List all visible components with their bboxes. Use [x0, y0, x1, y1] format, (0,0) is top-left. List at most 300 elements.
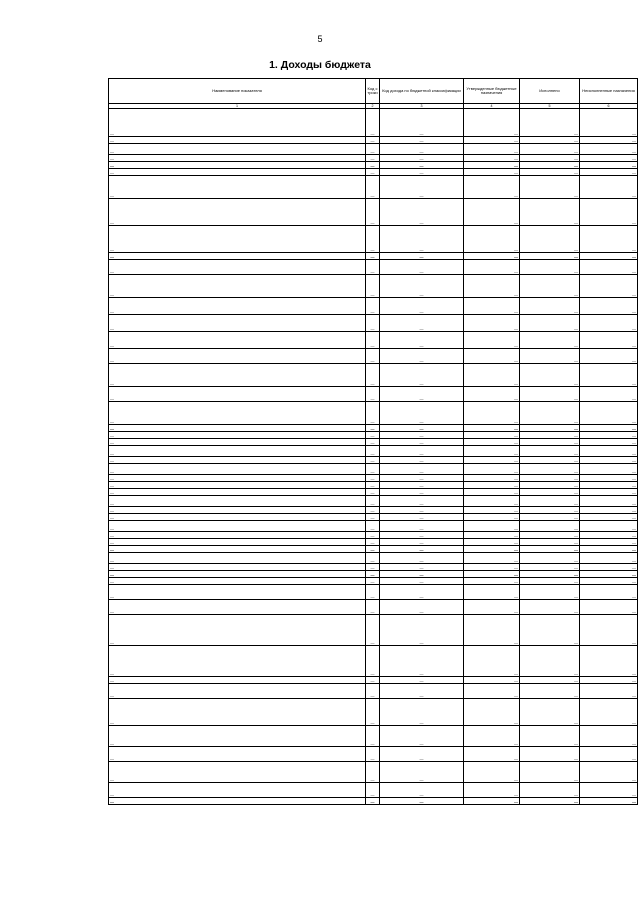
cell-plan: — [464, 260, 520, 275]
cell-done: — [520, 402, 580, 425]
cell-plan: — [464, 532, 520, 539]
cell-done: — [520, 615, 580, 646]
cell-plan: — [464, 226, 520, 253]
cell-name: — [109, 137, 366, 144]
cell-code: — [380, 155, 464, 162]
cell-code: — [380, 489, 464, 496]
cell-code: — [380, 425, 464, 432]
cell-code: — [380, 514, 464, 521]
cell-rest: — [580, 349, 638, 364]
cell-code: — [380, 144, 464, 155]
cell-line: — [366, 539, 380, 546]
col-header-line: Код строки [366, 79, 380, 104]
cell-line: — [366, 144, 380, 155]
cell-plan: — [464, 684, 520, 699]
table-row [109, 137, 638, 144]
cell-code: — [380, 571, 464, 578]
cell-done: — [520, 137, 580, 144]
cell-done: — [520, 482, 580, 489]
cell-line: — [366, 585, 380, 600]
cell-plan: — [464, 169, 520, 176]
cell-code: — [380, 475, 464, 482]
cell-done: — [520, 539, 580, 546]
cell-name: — [109, 684, 366, 699]
table-row [109, 439, 638, 446]
cell-name: — [109, 747, 366, 762]
cell-name: — [109, 677, 366, 684]
page-number: 5 [317, 34, 323, 44]
cell-plan: — [464, 475, 520, 482]
table-row [109, 253, 638, 260]
cell-name: — [109, 298, 366, 315]
cell-done: — [520, 253, 580, 260]
cell-rest: — [580, 507, 638, 514]
cell-name: — [109, 253, 366, 260]
table-row [109, 162, 638, 169]
cell-done: — [520, 332, 580, 349]
col-number: 2 [366, 104, 380, 109]
table-row [109, 726, 638, 747]
cell-plan: — [464, 496, 520, 507]
cell-done: — [520, 387, 580, 402]
cell-line: — [366, 457, 380, 464]
table-row [109, 298, 638, 315]
cell-plan: — [464, 402, 520, 425]
cell-name: — [109, 364, 366, 387]
cell-line: — [366, 783, 380, 798]
cell-name: — [109, 315, 366, 332]
cell-rest: — [580, 532, 638, 539]
cell-line: — [366, 137, 380, 144]
cell-plan: — [464, 539, 520, 546]
cell-code: — [380, 464, 464, 475]
table-row [109, 475, 638, 482]
cell-plan: — [464, 578, 520, 585]
cell-plan: — [464, 457, 520, 464]
table-row [109, 646, 638, 677]
cell-rest: — [580, 446, 638, 457]
cell-done: — [520, 144, 580, 155]
cell-name: — [109, 199, 366, 226]
cell-done: — [520, 298, 580, 315]
cell-code: — [380, 783, 464, 798]
cell-code: — [380, 699, 464, 726]
cell-line: — [366, 532, 380, 539]
cell-code: — [380, 199, 464, 226]
cell-code: — [380, 162, 464, 169]
cell-code: — [380, 726, 464, 747]
cell-line: — [366, 226, 380, 253]
cell-rest: — [580, 298, 638, 315]
table-row [109, 747, 638, 762]
cell-code: — [380, 332, 464, 349]
cell-done: — [520, 315, 580, 332]
cell-done: — [520, 699, 580, 726]
cell-rest: — [580, 425, 638, 432]
cell-name: — [109, 553, 366, 564]
cell-plan: — [464, 425, 520, 432]
cell-line: — [366, 507, 380, 514]
cell-line: — [366, 571, 380, 578]
cell-rest: — [580, 539, 638, 546]
cell-done: — [520, 553, 580, 564]
cell-plan: — [464, 646, 520, 677]
cell-name: — [109, 798, 366, 805]
cell-done: — [520, 169, 580, 176]
cell-code: — [380, 315, 464, 332]
cell-done: — [520, 425, 580, 432]
cell-done: — [520, 564, 580, 571]
cell-line: — [366, 176, 380, 199]
cell-code: — [380, 109, 464, 137]
cell-code: — [380, 496, 464, 507]
cell-plan: — [464, 332, 520, 349]
table-row [109, 532, 638, 539]
cell-name: — [109, 539, 366, 546]
cell-done: — [520, 521, 580, 532]
cell-done: — [520, 507, 580, 514]
cell-done: — [520, 155, 580, 162]
table-row [109, 546, 638, 553]
cell-name: — [109, 425, 366, 432]
cell-plan: — [464, 585, 520, 600]
table-row [109, 402, 638, 425]
cell-code: — [380, 762, 464, 783]
table-row [109, 578, 638, 585]
cell-code: — [380, 457, 464, 464]
cell-name: — [109, 144, 366, 155]
cell-done: — [520, 726, 580, 747]
cell-rest: — [580, 464, 638, 475]
cell-done: — [520, 176, 580, 199]
cell-plan: — [464, 137, 520, 144]
cell-code: — [380, 507, 464, 514]
table-row [109, 585, 638, 600]
cell-code: — [380, 521, 464, 532]
cell-plan: — [464, 747, 520, 762]
cell-plan: — [464, 199, 520, 226]
cell-plan: — [464, 762, 520, 783]
cell-name: — [109, 475, 366, 482]
cell-done: — [520, 798, 580, 805]
cell-done: — [520, 162, 580, 169]
cell-line: — [366, 646, 380, 677]
cell-plan: — [464, 615, 520, 646]
cell-line: — [366, 432, 380, 439]
cell-line: — [366, 578, 380, 585]
cell-rest: — [580, 646, 638, 677]
cell-code: — [380, 677, 464, 684]
cell-name: — [109, 176, 366, 199]
table-row [109, 684, 638, 699]
cell-name: — [109, 332, 366, 349]
table-row [109, 332, 638, 349]
cell-rest: — [580, 726, 638, 747]
cell-plan: — [464, 600, 520, 615]
cell-line: — [366, 439, 380, 446]
cell-rest: — [580, 332, 638, 349]
cell-line: — [366, 762, 380, 783]
cell-rest: — [580, 432, 638, 439]
cell-rest: — [580, 615, 638, 646]
cell-code: — [380, 260, 464, 275]
cell-name: — [109, 109, 366, 137]
cell-line: — [366, 402, 380, 425]
cell-name: — [109, 275, 366, 298]
table-body [109, 109, 638, 805]
cell-code: — [380, 798, 464, 805]
cell-rest: — [580, 762, 638, 783]
table-row [109, 425, 638, 432]
cell-done: — [520, 199, 580, 226]
table-row [109, 464, 638, 475]
cell-line: — [366, 253, 380, 260]
cell-done: — [520, 578, 580, 585]
cell-line: — [366, 387, 380, 402]
cell-plan: — [464, 349, 520, 364]
cell-name: — [109, 564, 366, 571]
cell-name: — [109, 783, 366, 798]
cell-rest: — [580, 553, 638, 564]
cell-name: — [109, 600, 366, 615]
cell-name: — [109, 532, 366, 539]
cell-done: — [520, 571, 580, 578]
table-header-row [109, 79, 638, 104]
table-row [109, 677, 638, 684]
cell-line: — [366, 199, 380, 226]
cell-line: — [366, 475, 380, 482]
cell-name: — [109, 521, 366, 532]
table-row [109, 457, 638, 464]
cell-plan: — [464, 109, 520, 137]
cell-plan: — [464, 521, 520, 532]
cell-rest: — [580, 260, 638, 275]
cell-done: — [520, 684, 580, 699]
cell-code: — [380, 600, 464, 615]
cell-plan: — [464, 439, 520, 446]
cell-line: — [366, 446, 380, 457]
cell-line: — [366, 600, 380, 615]
cell-done: — [520, 546, 580, 553]
cell-rest: — [580, 482, 638, 489]
cell-done: — [520, 446, 580, 457]
col-header-name: Наименование показателя [109, 79, 366, 104]
table-row [109, 432, 638, 439]
income-table [108, 78, 638, 805]
table-row [109, 521, 638, 532]
cell-rest: — [580, 521, 638, 532]
cell-plan: — [464, 798, 520, 805]
cell-line: — [366, 699, 380, 726]
cell-name: — [109, 169, 366, 176]
cell-done: — [520, 585, 580, 600]
cell-rest: — [580, 402, 638, 425]
table-row [109, 169, 638, 176]
cell-rest: — [580, 457, 638, 464]
cell-done: — [520, 475, 580, 482]
cell-plan: — [464, 446, 520, 457]
cell-rest: — [580, 199, 638, 226]
table-row [109, 155, 638, 162]
cell-rest: — [580, 600, 638, 615]
cell-name: — [109, 432, 366, 439]
cell-line: — [366, 521, 380, 532]
cell-done: — [520, 432, 580, 439]
table-row [109, 699, 638, 726]
cell-name: — [109, 349, 366, 364]
cell-rest: — [580, 144, 638, 155]
cell-name: — [109, 260, 366, 275]
cell-code: — [380, 364, 464, 387]
cell-rest: — [580, 176, 638, 199]
cell-plan: — [464, 144, 520, 155]
table-row [109, 144, 638, 155]
cell-line: — [366, 364, 380, 387]
cell-code: — [380, 439, 464, 446]
col-number: 4 [464, 104, 520, 109]
page-title: 1. Доходы бюджета [269, 59, 371, 71]
cell-done: — [520, 747, 580, 762]
cell-name: — [109, 387, 366, 402]
cell-plan: — [464, 364, 520, 387]
cell-plan: — [464, 162, 520, 169]
cell-done: — [520, 514, 580, 521]
cell-plan: — [464, 298, 520, 315]
cell-name: — [109, 162, 366, 169]
cell-line: — [366, 553, 380, 564]
cell-plan: — [464, 253, 520, 260]
table-row [109, 783, 638, 798]
cell-done: — [520, 600, 580, 615]
table-row [109, 275, 638, 298]
cell-code: — [380, 578, 464, 585]
cell-code: — [380, 564, 464, 571]
cell-line: — [366, 315, 380, 332]
cell-name: — [109, 546, 366, 553]
cell-rest: — [580, 364, 638, 387]
cell-name: — [109, 762, 366, 783]
cell-rest: — [580, 571, 638, 578]
cell-code: — [380, 298, 464, 315]
cell-rest: — [580, 496, 638, 507]
cell-line: — [366, 564, 380, 571]
cell-done: — [520, 532, 580, 539]
cell-line: — [366, 298, 380, 315]
table-row [109, 364, 638, 387]
cell-plan: — [464, 489, 520, 496]
table-row [109, 564, 638, 571]
cell-code: — [380, 253, 464, 260]
cell-code: — [380, 546, 464, 553]
table-row [109, 226, 638, 253]
cell-rest: — [580, 489, 638, 496]
cell-line: — [366, 726, 380, 747]
cell-done: — [520, 646, 580, 677]
cell-done: — [520, 489, 580, 496]
cell-rest: — [580, 783, 638, 798]
cell-line: — [366, 747, 380, 762]
cell-plan: — [464, 546, 520, 553]
cell-rest: — [580, 699, 638, 726]
cell-plan: — [464, 315, 520, 332]
cell-line: — [366, 464, 380, 475]
cell-rest: — [580, 169, 638, 176]
cell-code: — [380, 226, 464, 253]
cell-rest: — [580, 578, 638, 585]
table-row [109, 539, 638, 546]
cell-plan: — [464, 432, 520, 439]
cell-plan: — [464, 783, 520, 798]
cell-code: — [380, 387, 464, 402]
cell-rest: — [580, 155, 638, 162]
cell-plan: — [464, 176, 520, 199]
cell-plan: — [464, 553, 520, 564]
cell-line: — [366, 496, 380, 507]
cell-done: — [520, 783, 580, 798]
cell-code: — [380, 684, 464, 699]
cell-name: — [109, 514, 366, 521]
cell-done: — [520, 762, 580, 783]
cell-name: — [109, 699, 366, 726]
table-row [109, 514, 638, 521]
cell-code: — [380, 482, 464, 489]
cell-rest: — [580, 315, 638, 332]
col-header-done: Исполнено [520, 79, 580, 104]
cell-rest: — [580, 514, 638, 521]
cell-plan: — [464, 507, 520, 514]
cell-line: — [366, 332, 380, 349]
cell-line: — [366, 489, 380, 496]
cell-done: — [520, 677, 580, 684]
cell-line: — [366, 162, 380, 169]
cell-rest: — [580, 585, 638, 600]
cell-done: — [520, 364, 580, 387]
cell-code: — [380, 539, 464, 546]
cell-rest: — [580, 253, 638, 260]
cell-rest: — [580, 109, 638, 137]
cell-rest: — [580, 275, 638, 298]
cell-name: — [109, 482, 366, 489]
col-number: 6 [580, 104, 638, 109]
cell-line: — [366, 514, 380, 521]
cell-code: — [380, 747, 464, 762]
cell-code: — [380, 646, 464, 677]
cell-rest: — [580, 475, 638, 482]
cell-rest: — [580, 137, 638, 144]
cell-done: — [520, 226, 580, 253]
table-row [109, 571, 638, 578]
cell-code: — [380, 532, 464, 539]
cell-line: — [366, 109, 380, 137]
table-row [109, 798, 638, 805]
cell-rest: — [580, 677, 638, 684]
cell-line: — [366, 425, 380, 432]
cell-line: — [366, 684, 380, 699]
table-row [109, 496, 638, 507]
cell-name: — [109, 155, 366, 162]
cell-code: — [380, 585, 464, 600]
col-number: 5 [520, 104, 580, 109]
table-row [109, 615, 638, 646]
col-number: 3 [380, 104, 464, 109]
cell-name: — [109, 646, 366, 677]
cell-plan: — [464, 571, 520, 578]
cell-code: — [380, 432, 464, 439]
cell-name: — [109, 578, 366, 585]
cell-done: — [520, 260, 580, 275]
col-header-code: Код дохода по бюджетной классификации [380, 79, 464, 104]
cell-line: — [366, 155, 380, 162]
